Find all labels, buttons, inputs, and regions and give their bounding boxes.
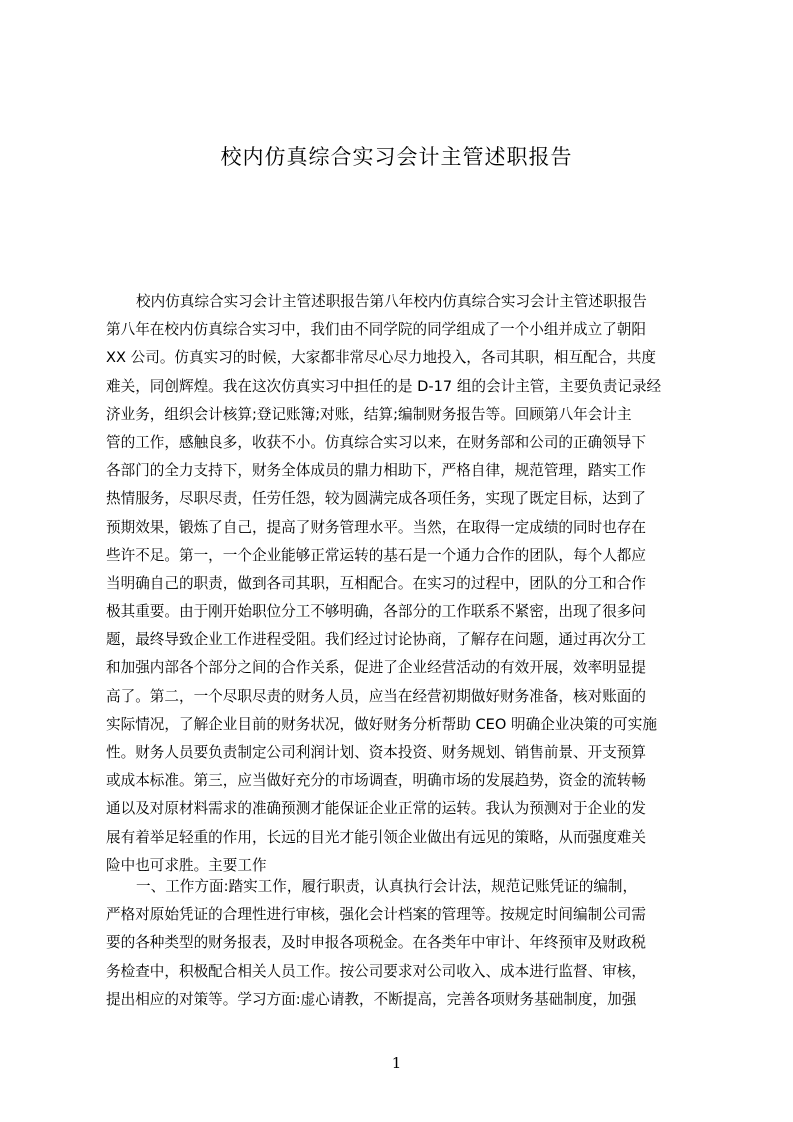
paragraph-line: 济业务，组织会计核算;登记账簿;对账，结算;编制财务报告等。回顾第八年会计主 — [106, 405, 632, 423]
paragraph-line: 题，最终导致企业工作进程受阻。我们经过讨论协商，了解存在问题，通过再次分工 — [106, 631, 646, 649]
paragraph-1 — [106, 288, 698, 880]
paragraph-line: XX 公司。仿真实习的时候，大家都非常尽心尽力地投入，各司其职，相互配合，共度 — [106, 349, 657, 367]
paragraph-line: 各部门的全力支持下，财务全体成员的鼎力相助下，严格自律，规范管理，踏实工作 — [106, 462, 646, 480]
paragraph-2 — [106, 873, 698, 1014]
paragraph-line: 实际情况，了解企业目前的财务状况，做好财务分析帮助 CEO 明确企业决策的可实施 — [106, 715, 657, 733]
paragraph-line: 第八年在校内仿真综合实习中，我们由不同学院的同学组成了一个小组并成立了朝阳 — [106, 321, 646, 339]
paragraph-line: 热情服务，尽职尽责，任劳任怨，较为圆满完成各项任务，实现了既定目标，达到了 — [106, 490, 646, 508]
paragraph-line: 通以及对原材料需求的准确预测才能保证企业正常的运转。我认为预测对于企业的发 — [106, 800, 646, 818]
paragraph-line: 务检查中，积极配合相关人员工作。按公司要求对公司收入、成本进行监督、审核， — [106, 962, 646, 980]
paragraph-line: 提出相应的对策等。学习方面:虚心请教，不断提高，完善各项财务基础制度，加强 — [106, 990, 637, 1008]
paragraph-line: 校内仿真综合实习会计主管述职报告第八年校内仿真综合实习会计主管述职报告 — [136, 293, 647, 310]
paragraph-line: 或成本标准。第三，应当做好充分的市场调查，明确市场的发展趋势，资金的流转畅 — [106, 772, 646, 790]
document-title: 校内仿真综合实习会计主管述职报告 — [220, 145, 573, 169]
paragraph-line: 高了。第二，一个尽职尽责的财务人员，应当在经营初期做好财务准备，核对账面的 — [106, 687, 646, 705]
paragraph-line: 一、工作方面:踏实工作，履行职责，认真执行会计法，规范记账凭证的编制， — [136, 878, 638, 895]
paragraph-line: 些许不足。第一，一个企业能够正常运转的基石是一个通力合作的团队，每个人都应 — [106, 546, 646, 564]
page-number: 1 — [391, 1054, 402, 1072]
paragraph-line: 极其重要。由于刚开始职位分工不够明确，各部分的工作联系不紧密，出现了很多问 — [106, 603, 646, 621]
paragraph-line: 和加强内部各个部分之间的合作关系，促进了企业经营活动的有效开展，效率明显提 — [106, 659, 646, 677]
paragraph-line: 管的工作，感触良多，收获不小。仿真综合实习以来，在财务部和公司的正确领导下 — [106, 433, 646, 451]
paragraph-line: 要的各种类型的财务报表，及时申报各项税金。在各类年中审计、年终预审及财政税 — [106, 934, 646, 952]
paragraph-line: 展有着举足轻重的作用，长远的目光才能引领企业做出有远见的策略，从而强度难关 — [106, 828, 646, 846]
paragraph-line: 当明确自己的职责，做到各司其职，互相配合。在实习的过程中，团队的分工和合作 — [106, 574, 646, 592]
paragraph-line: 险中也可求胜。主要工作 — [106, 856, 267, 874]
paragraph-line: 性。财务人员要负责制定公司利润计划、资本投资、财务规划、销售前景、开支预算 — [106, 744, 646, 761]
paragraph-line: 难关，同创辉煌。我在这次仿真实习中担任的是 D-17 组的会计主管，主要负责记录经 — [106, 377, 662, 395]
paragraph-line: 严格对原始凭证的合理性进行审核，强化会计档案的管理等。按规定时间编制公司需 — [106, 906, 646, 924]
paragraph-line: 预期效果，锻炼了自己，提高了财务管理水平。当然，在取得一定成绩的同时也存在 — [106, 518, 646, 536]
